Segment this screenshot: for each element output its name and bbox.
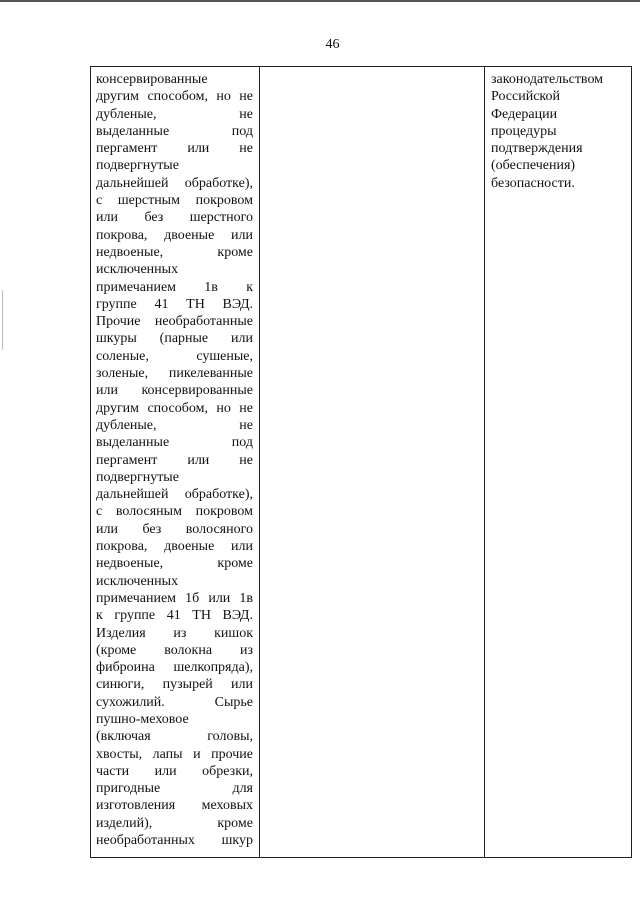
table-cell-text-line: изделий), кроме	[96, 815, 253, 831]
table-cell-text-line: дубленые, не	[96, 417, 253, 433]
table-cell-text-line: подвергнутые	[96, 158, 179, 174]
table-cell-text-line: исключенных	[96, 573, 179, 589]
table-cell-text-line: пушно-меховое	[96, 711, 189, 727]
document-table	[90, 66, 632, 858]
table-cell-text-line: дальнейшей обработке),	[96, 175, 253, 191]
table-cell-text-line: соленые, сушеные,	[96, 348, 253, 364]
table-cell-text-line: покрова, двоеные или	[96, 227, 253, 243]
table-cell-text-line: сухожилий. Сырье	[96, 694, 253, 710]
table-cell-text-line: (включая головы,	[96, 729, 253, 745]
table-cell-text-line: части или обрезки,	[96, 763, 253, 779]
table-cell-text-line: шкуры (парные или	[96, 331, 253, 347]
table-cell-text-line: (обеспечения)	[491, 158, 576, 174]
table-cell-text-line: пергамент или не	[96, 452, 253, 468]
table-cell-text-line: с волосяным покровом	[96, 504, 253, 520]
table-cell-text-line: примечанием 1в к	[96, 279, 253, 295]
table-cell-text-line: пергамент или не	[96, 141, 253, 157]
table-cell-text-line: изготовления меховых	[96, 798, 253, 814]
table-cell-text-line: исключенных	[96, 262, 179, 278]
table-cell-text-line: Российской	[491, 89, 560, 105]
table-cell-text-line: хвосты, лапы и прочие	[96, 746, 253, 762]
table-cell-text-line: выделанные под	[96, 123, 253, 139]
table-cell-text-line: группе 41 ТН ВЭД.	[96, 296, 253, 312]
table-cell-text-line: фиброина шелкопряда),	[96, 660, 253, 676]
table-cell-text-line: недвоеные, кроме	[96, 244, 253, 260]
table-cell-text-line: подтверждения	[491, 141, 583, 157]
table-cell-text-line: безопасности.	[491, 175, 575, 191]
table-cell-text-line: подвергнутые	[96, 469, 179, 485]
table-cell-text-line: пригодные для	[96, 781, 253, 797]
table-cell-text-line: процедуры	[491, 123, 557, 139]
page-number: 46	[325, 37, 340, 52]
table-cell-text-line: дальнейшей обработке),	[96, 487, 253, 503]
table-cell-text-line: Изделия из кишок	[96, 625, 253, 641]
table-cell-text-line: с шерстным покровом	[96, 193, 253, 209]
table-cell-text-line: другим способом, но не	[96, 400, 253, 416]
top-border-line	[0, 0, 640, 2]
table-cell-text-line: примечанием 1б или 1в	[96, 590, 253, 606]
table-cell-text-line: Федерации	[491, 106, 558, 122]
table-cell-text-line: консервированные	[96, 72, 208, 87]
table-cell-text-line: покрова, двоеные или	[96, 539, 253, 555]
table-cell-text-line: к группе 41 ТН ВЭД.	[96, 608, 253, 624]
table-cell-text-line: дубленые, не	[96, 106, 253, 122]
table-cell-text-line: синюги, пузырей или	[96, 677, 253, 693]
table-cell-text-line: необработанных шкур	[96, 833, 253, 849]
table-cell-text-line: золеные, пикелеванные	[96, 366, 253, 382]
table-column-description	[91, 67, 260, 857]
scan-margin-mark	[2, 290, 3, 350]
table-cell-text-line: недвоеные, кроме	[96, 556, 253, 572]
table-cell-text-line: или без волосяного	[96, 521, 253, 537]
table-cell-text-line: (кроме волокна из	[96, 642, 253, 658]
table-cell-text-line: законодательством	[491, 72, 604, 87]
table-column-empty	[260, 67, 485, 857]
table-cell-text-line: другим способом, но не	[96, 89, 253, 105]
table-cell-text-line: Прочие необработанные	[96, 314, 253, 330]
table-cell-text-line: выделанные под	[96, 435, 253, 451]
table-cell-text-line: или без шерстного	[96, 210, 253, 226]
table-cell-text-line: или консервированные	[96, 383, 253, 399]
table-column-requirements	[485, 67, 631, 857]
